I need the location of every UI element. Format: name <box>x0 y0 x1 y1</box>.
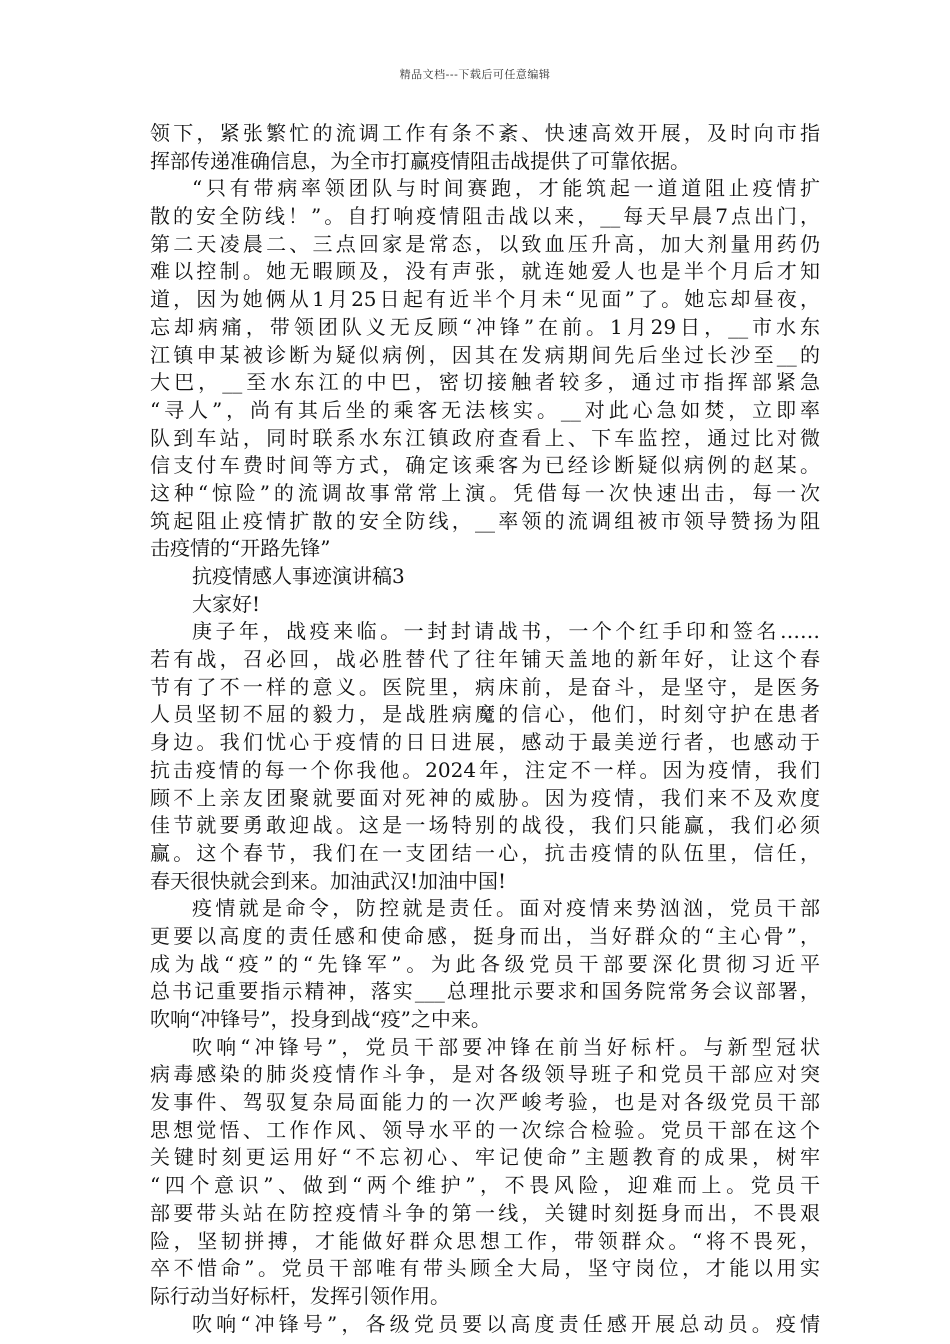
paragraph-line: 卒不惜命”。党员干部唯有带头顾全大局，坚守岗位，才能以用实 <box>150 1256 820 1281</box>
paragraph-line: 赢。这个春节，我们在一支团结一心，抗击疫情的队伍里，信任， <box>150 840 820 865</box>
paragraph-line: 难以控制。她无暇顾及，没有声张，就连她爱人也是半个月后才知 <box>150 259 820 284</box>
paragraph-line: 佳节就要勇敢迎战。这是一场特别的战役，我们只能赢，我们必须 <box>150 813 820 838</box>
paragraph-line: 成为战“疫”的“先锋军”。为此各级党员干部要深化贯彻习近平 <box>150 951 820 976</box>
paragraph-line: 吹响“冲锋号”，投身到战“疫”之中来。 <box>150 1007 491 1031</box>
paragraph-line: “四个意识”、做到“两个维护”，不畏风险，迎难而上。党员干 <box>150 1173 820 1198</box>
paragraph-first-line: 疫情就是命令，防控就是责任。面对疫情来势汹汹，党员干部 <box>192 896 820 921</box>
paragraph-line: 这种“惊险”的流调故事常常上演。凭借每一次快速出击，每一次 <box>150 480 820 505</box>
paragraph-line: 身边。我们忧心于疫情的日日进展，感动于最美逆行者，也感动于 <box>150 730 820 755</box>
paragraph-line: 思想觉悟、工作作风、领导水平的一次综合检验。党员干部在这个 <box>150 1117 820 1142</box>
paragraph-line: 忘却病痛，带领团队义无反顾“冲锋”在前。1月29日，__市水东 <box>150 314 820 339</box>
paragraph-line: 顾不上亲友团聚就要面对死神的威胁。因为疫情，我们来不及欢度 <box>150 785 820 810</box>
paragraph-line: 挥部传递准确信息，为全市打赢疫情阻击战提供了可靠依据。 <box>150 148 690 173</box>
paragraph-line: 总书记重要指示精神，落实___总理批示要求和国务院常务会议部署， <box>150 979 820 1004</box>
paragraph-first-line: 吹响“冲锋号”，党员干部要冲锋在前当好标杆。与新型冠状 <box>192 1034 820 1059</box>
paragraph-first-line: 抗疫情感人事迹演讲稿3 <box>192 564 405 588</box>
paragraph-line: 队到车站，同时联系水东江镇政府查看上、下车监控，通过比对微 <box>150 425 820 450</box>
paragraph-line: 道，因为她俩从1月25日起有近半个月未“见面”了。她忘却昼夜， <box>150 287 820 312</box>
paragraph-line: 人员坚韧不屈的毅力，是战胜病魔的信心，他们，时刻守护在患者 <box>150 702 820 727</box>
paragraph-line: 节有了不一样的意义。医院里，病床前，是奋斗，是坚守，是医务 <box>150 674 820 699</box>
paragraph-first-line: 庚子年，战疫来临。一封封请战书，一个个红手印和签名…… <box>192 619 820 644</box>
page-header: 精品文档---下载后可任意编辑 <box>399 68 551 81</box>
paragraph-first-line: 大家好! <box>192 591 261 616</box>
paragraph-line: 春天很快就会到来。加油武汉!加油中国! <box>150 868 507 893</box>
document-body <box>150 120 820 1338</box>
paragraph-first-line: “只有带病率领团队与时间赛跑，才能筑起一道道阻止疫情扩 <box>192 176 820 201</box>
paragraph-line: 险，坚韧拼搏，才能做好群众思想工作，带领群众。“将不畏死， <box>150 1228 820 1253</box>
paragraph-line: “寻人”，尚有其后坐的乘客无法核实。__对此心急如焚，立即率 <box>150 397 820 422</box>
paragraph-first-line: 吹响“冲锋号”，各级党员要以高度责任感开展总动员。疫情 <box>192 1311 820 1336</box>
paragraph-line: 第二天凌晨二、三点回家是常态，以致血压升高，加大剂量用药仍 <box>150 231 820 256</box>
paragraph-line: 领下，紧张繁忙的流调工作有条不紊、快速高效开展，及时向市指 <box>150 121 820 145</box>
paragraph-line: 病毒感染的肺炎疫情作斗争，是对各级领导班子和党员干部应对突 <box>150 1062 820 1087</box>
paragraph-line: 关键时刻更运用好“不忘初心、牢记使命”主题教育的成果，树牢 <box>150 1145 820 1170</box>
paragraph-line: 际行动当好标杆，发挥引领作用。 <box>150 1283 450 1308</box>
paragraph-line: 信支付车费时间等方式，确定该乘客为已经诊断疑似病例的赵某。 <box>150 453 820 478</box>
paragraph-line: 击疫情的“开路先锋” <box>150 536 331 561</box>
paragraph-line: 若有战，召必回，战必胜替代了往年铺天盖地的新年好，让这个春 <box>150 647 820 672</box>
paragraph-line: 发事件、驾驭复杂局面能力的一次严峻考验，也是对各级党员干部 <box>150 1090 820 1115</box>
paragraph-line: 大巴，__至水东江的中巴，密切接触者较多，通过市指挥部紧急 <box>150 370 820 395</box>
paragraph-line: 部要带头站在防控疫情斗争的第一线，关键时刻挺身而出，不畏艰 <box>150 1200 820 1225</box>
paragraph-line: 筑起阻止疫情扩散的安全防线，__率领的流调组被市领导赞扬为阻 <box>150 508 820 533</box>
paragraph-line: 抗击疫情的每一个你我他。2024年，注定不一样。因为疫情，我们 <box>150 757 820 782</box>
paragraph-line: 散的安全防线！”。自打响疫情阻击战以来，__每天早晨7点出门， <box>150 204 820 229</box>
paragraph-line: 更要以高度的责任感和使命感，挺身而出，当好群众的“主心骨”， <box>150 923 820 948</box>
paragraph-line: 江镇申某被诊断为疑似病例，因其在发病期间先后坐过长沙至__的 <box>150 342 820 367</box>
